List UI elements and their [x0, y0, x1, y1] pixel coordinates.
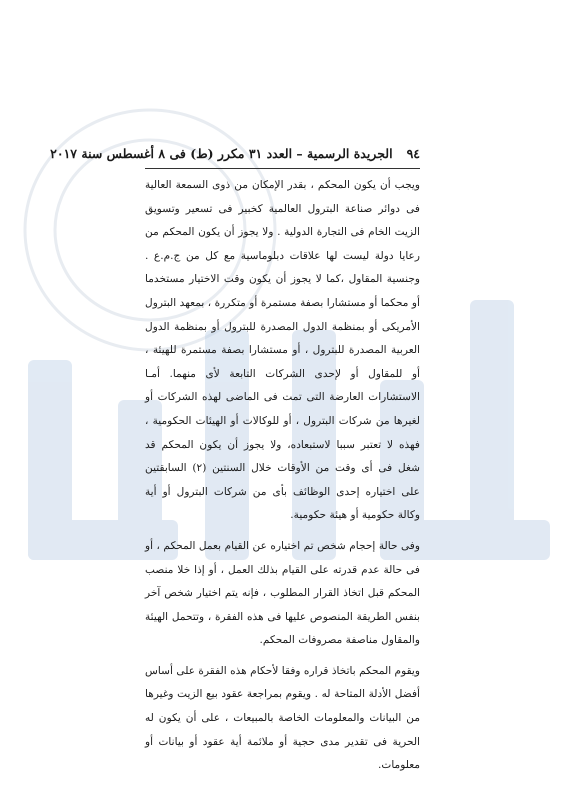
paragraph-arbitrator-replacement: وفى حالة إحجام شخص تم اختياره عن القيام بعمل المحكم ، أو فى حالة عدم قدرته على القيام بذلك العمل ، أو إذا خلا منصب المحكم قبل اتخاذ القرار المطلوب ، فإنه يتم اختيار شخص آخر بنفس الطريقة المنصوص عليها فى هذه الفقرة ، وتتحمل الهيئة والمقاول مناصفة مصروفات المحكم.	[145, 539, 420, 647]
header-divider	[145, 168, 420, 169]
document-body	[145, 174, 420, 785]
gazette-header-title: الجريدة الرسمية – العدد ٣١ مكرر (ط) فى ٨ أغسطس سنة ٢٠١٧	[50, 145, 393, 161]
page-number: ٩٤	[406, 145, 420, 161]
paragraph-arbitrator-decision: ويقوم المحكم باتخاذ قراره وفقا لأحكام هذه الفقرة على أساس أفضل الأدلة المتاحة له . ويقوم بمراجعة عقود بيع الزيت وغيرها من البيانات والمعلومات الخاصة بالمبيعات ، على أن يكون له الحرية فى تقدير مدى حجية أو ملائمة أية عقود أو بيانات أو معلومات.	[145, 664, 420, 772]
paragraph-arbitrator-qualifications: ويجب أن يكون المحكم ، بقدر الإمكان من ذوى السمعة العالية فى دوائر صناعة البترول العالمية كخبير فى تسعير وتسويق الزيت الخام فى التجارة الدولية . ولا يجوز أن يكون المحكم من رعايا دولة ليست لها علاقات دبلوماسية مع كل من ج.م.ع . وجنسية المقاول ،كما لا يجوز أن يكون وقت الاختيار مستخدما أو محكما أو مستشارا بصفة مستمرة أو متكررة ، بمعهد البترول الأمريكى أو بمنظمة الدول المصدرة للبترول أو بمنظمة الدول العربية المصدرة للبترول ، أو مستشارا بصفة مستمرة للهيئة ، أو للمقاول أو لإحدى الشركات التابعة لأى منهما. أمـا الاستشارات العارضة التى تمت فى الماضى لهذه الشركات أو لغيرها من شركات البترول ، أو للوكالات أو الهيئات الحكومية ، فهذه لا تعتبر سببا لاستبعاده، ولا يجوز أن يكون المحكم قد شغل فى أى وقت من الأوقات خلال السنتين (٢) السابقتين على اختياره إحدى الوظائف بأى من شركات البترول أو أية وكالة حكومية أو هيئة حكومية.	[145, 179, 420, 522]
page-header	[50, 142, 420, 164]
